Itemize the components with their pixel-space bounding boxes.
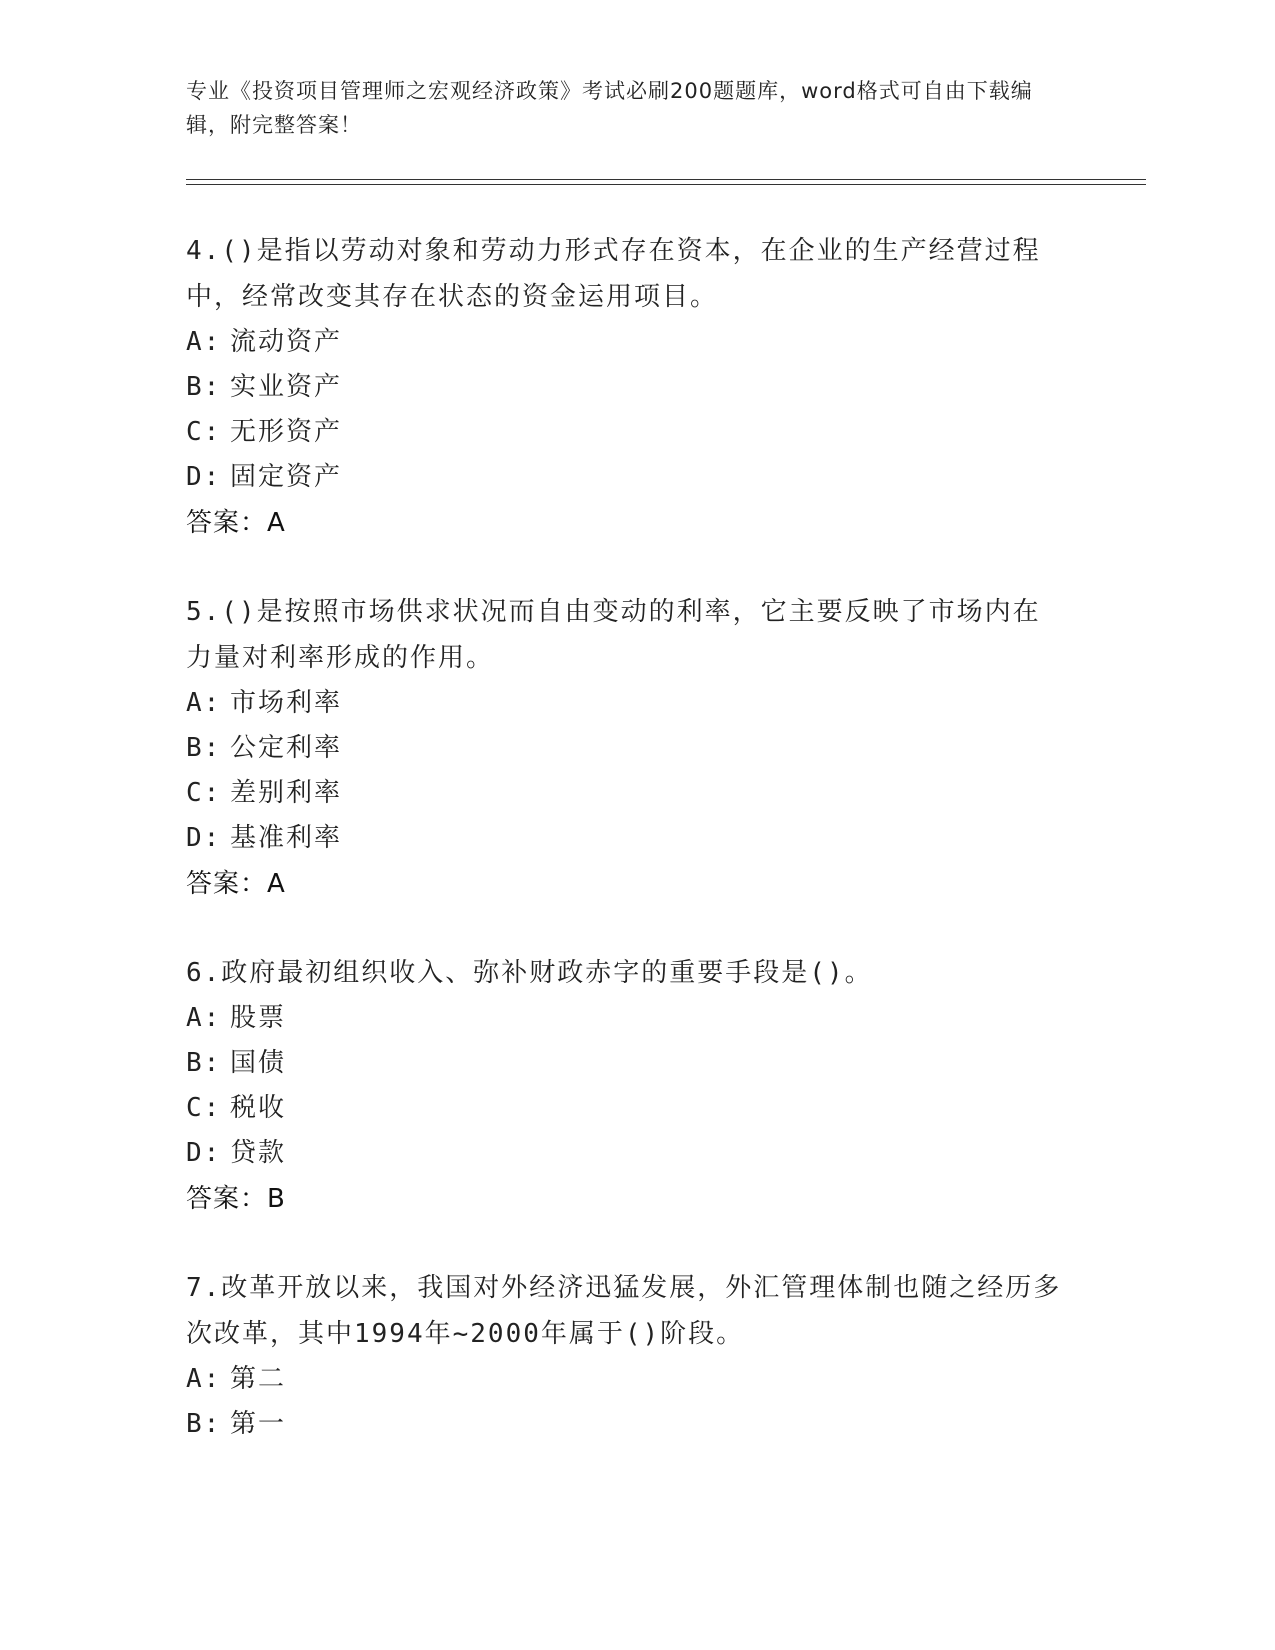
answer-label: 答案：B [186, 1184, 286, 1214]
option-text: 差别利率 [230, 778, 343, 808]
option-text: 无形资产 [230, 417, 343, 447]
option-text: 贷款 [230, 1138, 287, 1168]
option-letter: B: [186, 1048, 222, 1078]
option-text: 第二 [230, 1364, 287, 1394]
option-text: 国债 [230, 1048, 287, 1078]
question-stem: 5.()是按照市场供求状况而自由变动的利率，它主要反映了市场内在力量对利率形成的作用。 [186, 597, 1041, 673]
question-stem: 4.()是指以劳动对象和劳动力形式存在资本，在企业的生产经营过程中，经常改变其存在状态的资金运用项目。 [186, 236, 1041, 312]
option-letter: D: [186, 462, 222, 492]
option-c [186, 410, 1066, 455]
answer-label: 答案：A [186, 869, 286, 899]
question-7 [186, 1265, 1066, 1447]
option-b [186, 1041, 1066, 1086]
option-d [186, 1131, 1066, 1176]
option-letter: A: [186, 688, 222, 718]
question-4 [186, 228, 1066, 546]
option-c [186, 771, 1066, 816]
option-b [186, 365, 1066, 410]
header-divider-top [186, 179, 1146, 180]
option-text: 税收 [230, 1093, 287, 1123]
option-text: 股票 [230, 1003, 287, 1033]
option-letter: D: [186, 1138, 222, 1168]
option-letter: B: [186, 733, 222, 763]
option-text: 第一 [230, 1409, 287, 1439]
question-6 [186, 950, 1066, 1222]
option-text: 流动资产 [230, 327, 343, 357]
option-letter: C: [186, 417, 222, 447]
option-c [186, 1086, 1066, 1131]
answer-label: 答案：A [186, 508, 286, 538]
option-d [186, 455, 1066, 500]
question-stem: 6.政府最初组织收入、弥补财政赤字的重要手段是()。 [186, 958, 873, 988]
option-d [186, 816, 1066, 861]
option-text: 公定利率 [230, 733, 343, 763]
option-a [186, 681, 1066, 726]
option-b [186, 1402, 1066, 1447]
option-text: 实业资产 [230, 372, 343, 402]
option-text: 固定资产 [230, 462, 343, 492]
option-letter: A: [186, 1003, 222, 1033]
option-letter: A: [186, 1364, 222, 1394]
question-5 [186, 589, 1066, 907]
option-b [186, 726, 1066, 771]
option-letter: B: [186, 1409, 222, 1439]
option-a [186, 320, 1066, 365]
option-a [186, 996, 1066, 1041]
option-letter: C: [186, 778, 222, 808]
option-a [186, 1357, 1066, 1402]
document-intro: 专业《投资项目管理师之宏观经济政策》考试必刷200题题库，word格式可自由下载编辑，附完整答案！ [186, 79, 1033, 137]
option-text: 市场利率 [230, 688, 343, 718]
question-stem: 7.改革开放以来，我国对外经济迅猛发展，外汇管理体制也随之经历多次改革，其中1994年~2000年属于()阶段。 [186, 1273, 1062, 1349]
option-text: 基准利率 [230, 823, 343, 853]
header-divider-bottom [186, 184, 1146, 185]
option-letter: A: [186, 327, 222, 357]
option-letter: C: [186, 1093, 222, 1123]
question-list [186, 228, 1066, 1490]
option-letter: D: [186, 823, 222, 853]
option-letter: B: [186, 372, 222, 402]
